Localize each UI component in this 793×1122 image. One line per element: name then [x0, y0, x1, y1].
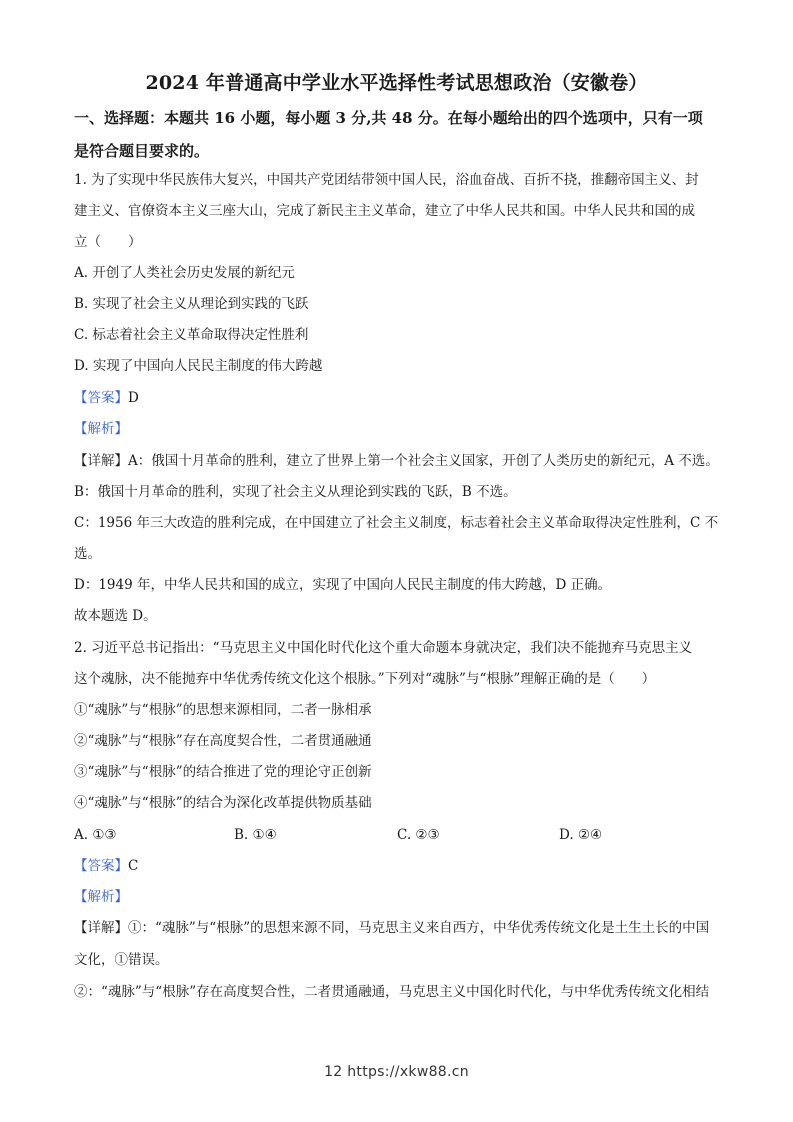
q1-analysis-line — [74, 419, 128, 439]
q1-stem-line-2: 建主义、官僚资本主义三座大山，完成了新民主主义革命，建立了中华人民共和国。中华人民共和国的成 — [74, 203, 695, 219]
q2-answer-line — [74, 856, 138, 876]
q1-detail-line-1 — [74, 451, 719, 471]
page-footer: 12 https://xkw88.cn — [324, 1064, 469, 1080]
q2-statement-3: ③“魂脉”与“根脉”的结合推进了党的理论守正创新 — [74, 764, 372, 780]
section-heading-line-1: 一、选择题：本题共 16 小题，每小题 3 分,共 48 分。在每小题给出的四个选项中，只有一项 — [74, 109, 703, 127]
q1-stem-line-1: 1. 为了实现中华民族伟大复兴，中国共产党团结带领中国人民，浴血奋战、百折不挠，推翻帝国主义、封 — [74, 172, 699, 188]
q1-detail-tag: 【详解】 — [74, 453, 128, 469]
q1-detail-line-3: C：1956 年三大改造的胜利完成，在中国建立了社会主义制度，标志着社会主义革命取得决定性胜利，C 不 — [74, 515, 719, 531]
q1-option-a: A. 开创了人类社会历史发展的新纪元 — [74, 265, 295, 281]
q2-detail-text-1: ①：“魂脉”与“根脉”的思想来源不同，马克思主义来自西方，中华优秀传统文化是土生土长的中国 — [128, 920, 710, 936]
page-title: 2024 年普通高中学业水平选择性考试思想政治（安徽卷） — [145, 72, 648, 94]
q1-stem-line-3: 立（ ） — [74, 234, 142, 250]
q2-detail-line-2: 文化，①错误。 — [74, 952, 169, 968]
q2-statement-1: ①“魂脉”与“根脉”的思想来源相同，二者一脉相承 — [74, 702, 372, 718]
q2-detail-tag: 【详解】 — [74, 920, 128, 936]
q2-answer-value: C — [128, 858, 139, 874]
q1-detail-line-2: B：俄国十月革命的胜利，实现了社会主义从理论到实践的飞跃，B 不选。 — [74, 484, 517, 500]
q2-option-c: C. ②③ — [397, 827, 440, 843]
q1-answer-line — [74, 388, 139, 408]
q1-answer-tag: 【答案】 — [74, 390, 128, 406]
q1-option-c: C. 标志着社会主义革命取得决定性胜利 — [74, 327, 309, 343]
q2-answer-tag: 【答案】 — [74, 858, 128, 874]
q1-detail-line-5: D：1949 年，中华人民共和国的成立，实现了中国向人民民主制度的伟大跨越，D 正确。 — [74, 577, 612, 593]
q2-option-d: D. ②④ — [559, 827, 603, 843]
q1-option-b: B. 实现了社会主义从理论到实践的飞跃 — [74, 296, 309, 312]
q2-statement-2: ②“魂脉”与“根脉”存在高度契合性，二者贯通融通 — [74, 733, 372, 749]
q1-detail-line-6: 故本题选 D。 — [74, 608, 157, 624]
q2-analysis-line — [74, 887, 128, 907]
q1-option-d: D. 实现了中国向人民民主制度的伟大跨越 — [74, 358, 323, 374]
q1-detail-line-4: 选。 — [74, 546, 101, 562]
q2-stem-line-1: 2. 习近平总书记指出：“马克思主义中国化时代化这个重大命题本身就决定，我们决不能抛弃马克思主义 — [74, 640, 693, 656]
section-heading-line-2: 是符合题目要求的。 — [74, 142, 210, 160]
q2-stem-line-2: 这个魂脉，决不能抛弃中华优秀传统文化这个根脉。”下列对“魂脉”与“根脉”理解正确的是（ ） — [74, 671, 656, 687]
q1-answer-value: D — [128, 390, 139, 406]
q2-detail-line-3: ②：“魂脉”与“根脉”存在高度契合性，二者贯通融通，马克思主义中国化时代化，与中华优秀传统文化相结 — [74, 984, 710, 1000]
q2-statement-4: ④“魂脉”与“根脉”的结合为深化改革提供物质基础 — [74, 795, 372, 811]
q2-option-a: A. ①③ — [74, 827, 117, 843]
q2-option-b: B. ①④ — [234, 827, 277, 843]
q2-analysis-tag: 【解析】 — [74, 889, 128, 905]
q1-detail-text-1: A：俄国十月革命的胜利，建立了世界上第一个社会主义国家，开创了人类历史的新纪元，A 不选。 — [128, 453, 719, 469]
q1-analysis-tag: 【解析】 — [74, 421, 128, 437]
q2-detail-line-1 — [74, 918, 709, 938]
